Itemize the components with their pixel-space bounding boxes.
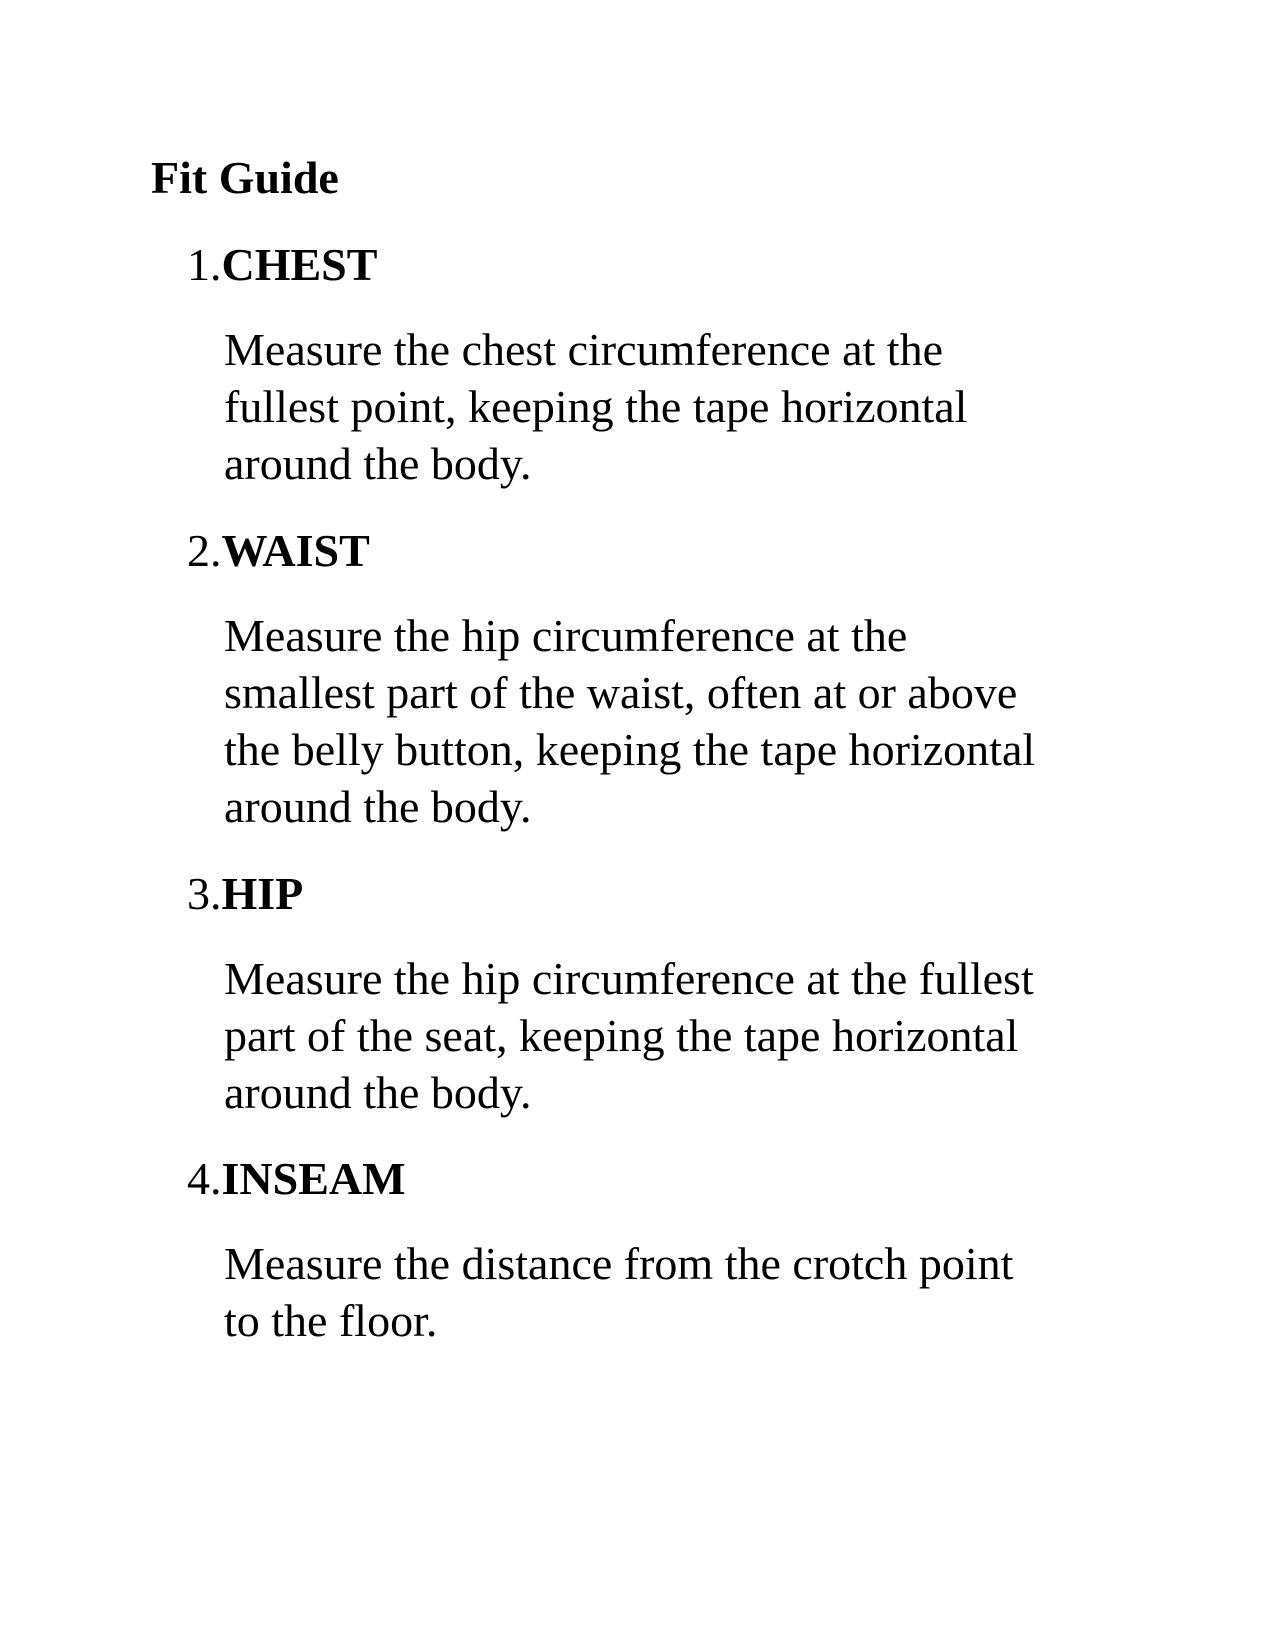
item-heading bbox=[187, 523, 370, 578]
description-line: Measure the chest circumference at the bbox=[224, 324, 943, 375]
item-heading bbox=[187, 866, 303, 921]
description-line: Measure the hip circumference at the bbox=[224, 610, 908, 661]
item-number: 3. bbox=[187, 868, 222, 919]
page-title: Fit Guide bbox=[151, 152, 339, 203]
item-number: 4. bbox=[187, 1153, 222, 1204]
description-line: around the body. bbox=[224, 781, 532, 832]
item-number: 2. bbox=[187, 525, 222, 576]
item-name: CHEST bbox=[221, 239, 378, 290]
description-line: smallest part of the waist, often at or above bbox=[224, 667, 1018, 718]
item-name: HIP bbox=[221, 868, 304, 919]
description-line: Measure the distance from the crotch point bbox=[224, 1238, 1014, 1289]
description-line: to the floor. bbox=[224, 1295, 438, 1346]
description-line: the belly button, keeping the tape horizontal bbox=[224, 724, 1036, 775]
description-line: around the body. bbox=[224, 438, 532, 489]
item-number: 1. bbox=[187, 239, 222, 290]
description-line: fullest point, keeping the tape horizontal bbox=[224, 381, 968, 432]
description-line: around the body. bbox=[224, 1067, 532, 1118]
item-description bbox=[224, 1235, 1144, 1349]
item-description bbox=[224, 607, 1144, 835]
item-name: INSEAM bbox=[221, 1153, 406, 1204]
description-line: Measure the hip circumference at the fullest bbox=[224, 953, 1034, 1004]
item-heading bbox=[187, 1151, 406, 1206]
item-description bbox=[224, 950, 1144, 1121]
item-description bbox=[224, 321, 1144, 492]
description-line: part of the seat, keeping the tape horizontal bbox=[224, 1010, 1019, 1061]
item-name: WAIST bbox=[221, 525, 370, 576]
item-heading bbox=[187, 237, 377, 292]
